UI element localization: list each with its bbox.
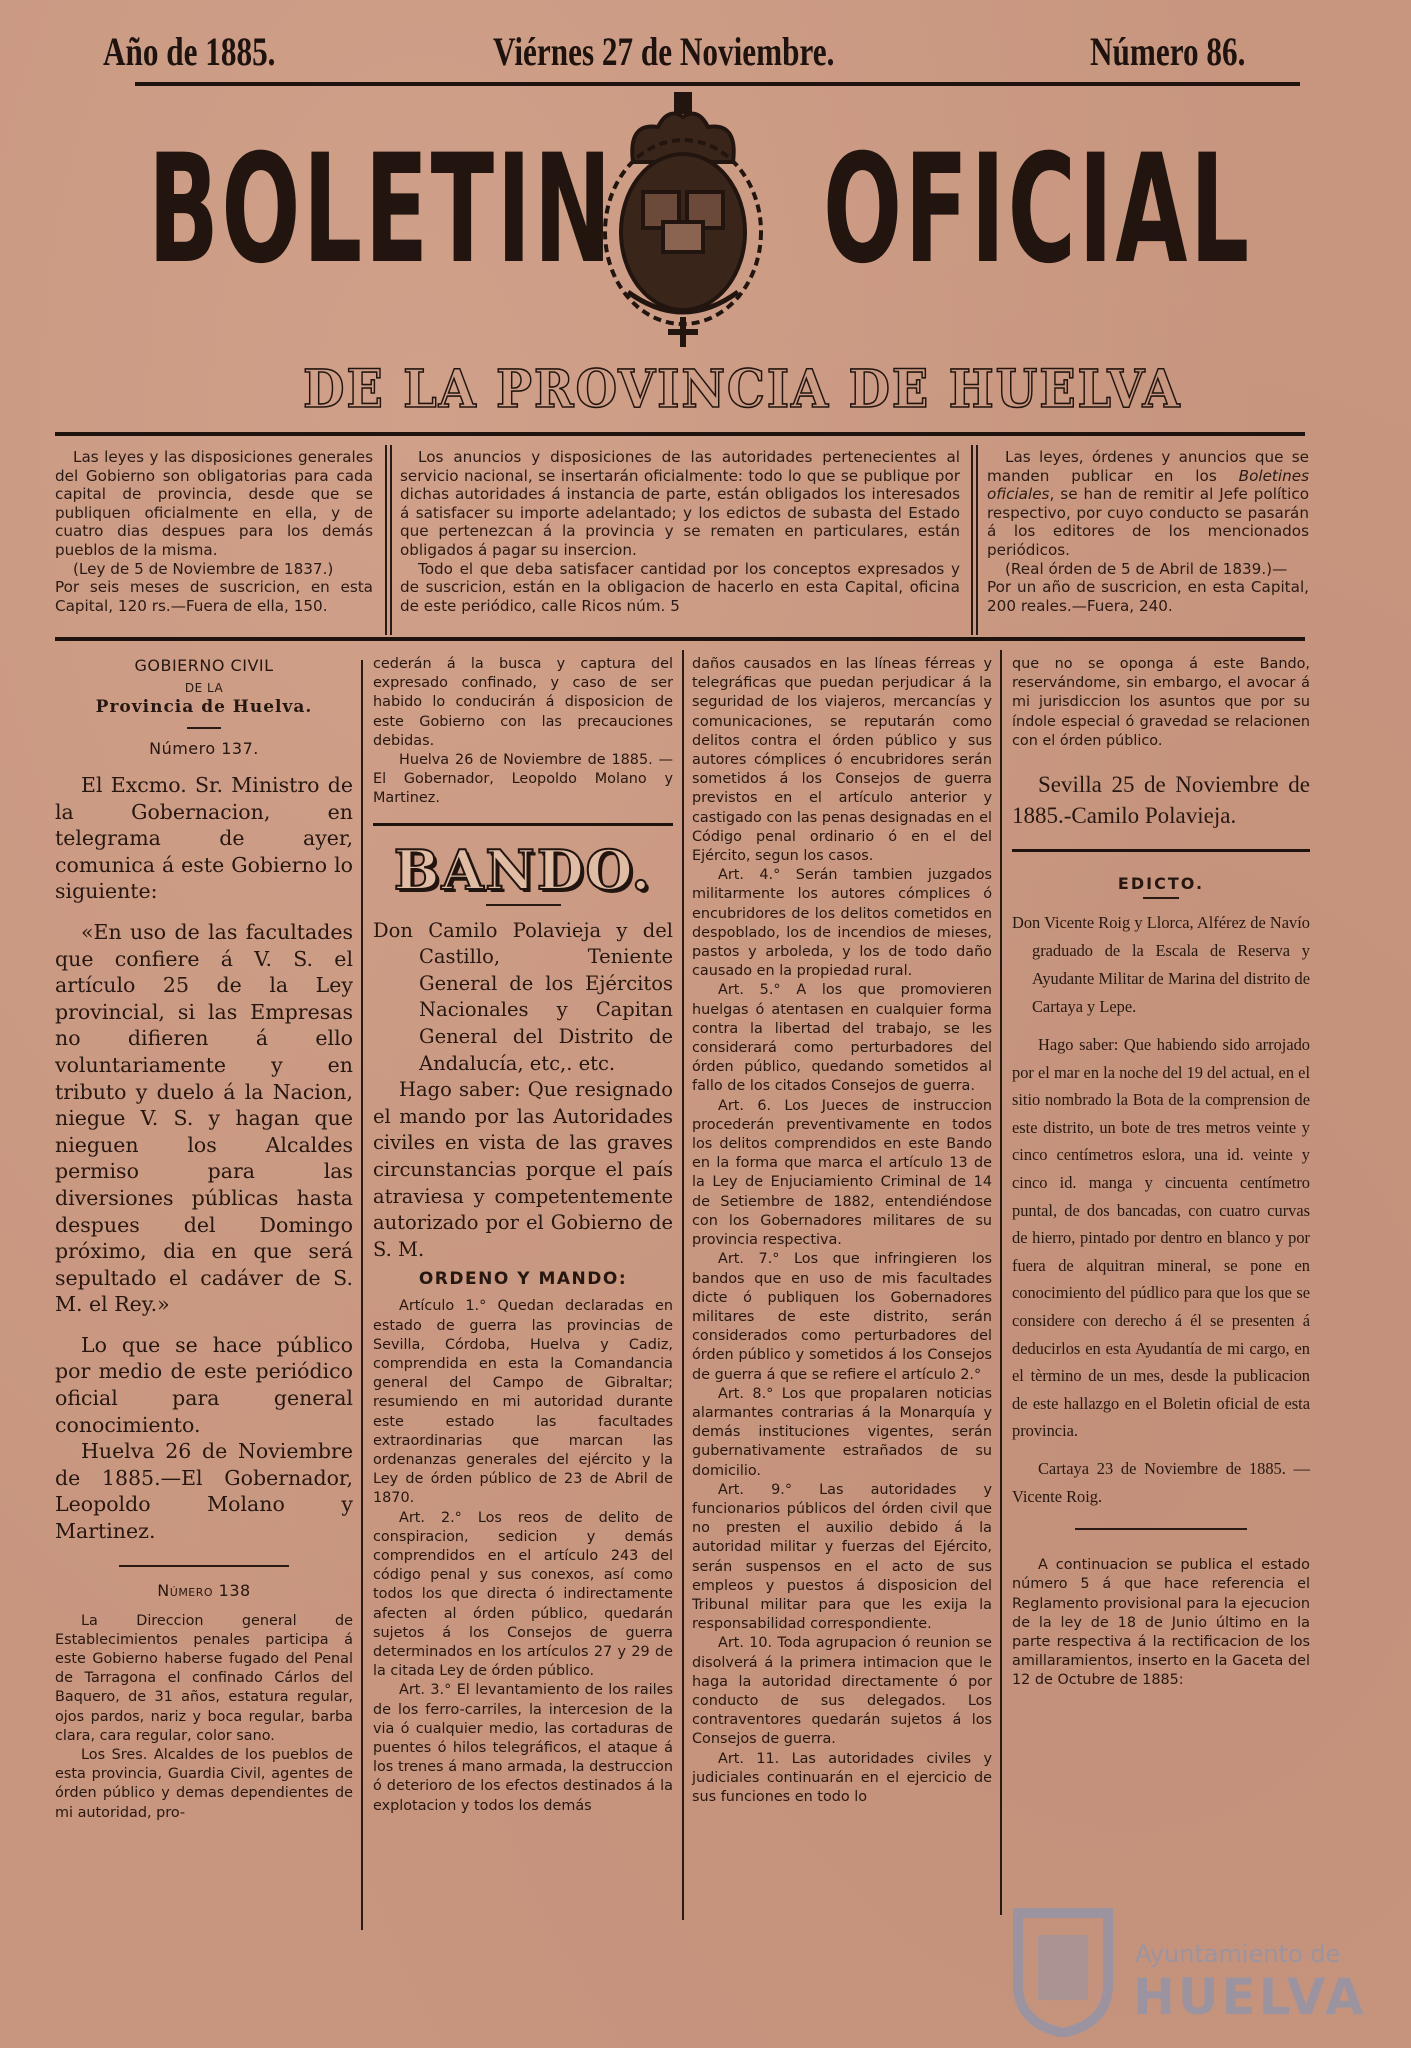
col2-signature: Huelva 26 de Noviembre de 1885. —El Gobernador, Leopoldo Molano y Martinez. xyxy=(373,752,673,807)
column-1 xyxy=(55,656,353,1823)
notice-bottom-rule xyxy=(55,637,1305,641)
article: Art. 7.° Los que infringieren los bandos que en uso de mis facultades dicte ó publiquen los Gobernadores militares de este distrito, serán considerados como perturbadores del órden público y sometidos á los Consejos de guerra á que se refiere el artículo 2.° xyxy=(692,1251,992,1383)
issue-date: Viérnes 27 de Noviembre. xyxy=(493,29,835,74)
watermark-line2: HUELVA xyxy=(1133,1968,1367,2026)
column-4 xyxy=(1012,655,1310,1691)
col4-paragraph: que no se oponga á este Bando, reservándome, sin embargo, el avocar á mi jurisdiccion los asuntos que por su índole especial ó gravedad se relacionen con el órden público. xyxy=(1012,656,1310,749)
article: daños causados en las líneas férreas y telegráficas que puedan perjudicar á la seguridad de los viajeros, mercancías y comunicaciones, se reputarán como delitos contra el órden público y sus autores cómplices ó encubridores serán sometidos á los Consejos de guerra previstos en el artículo anterior y castigado con las penas designadas en el Código penal ordinario ó en el del Ejército, segun los casos. xyxy=(692,656,992,865)
section-rule xyxy=(1012,849,1310,852)
watermark-line1: Ayuntamiento de xyxy=(1135,1940,1341,1968)
short-rule xyxy=(1143,897,1179,899)
divider xyxy=(390,445,392,635)
column-divider xyxy=(1000,650,1002,1915)
ornament-rule xyxy=(486,904,561,906)
notice-right xyxy=(987,448,1309,615)
article: Art. 8.° Los que propalaren noticias alarmantes contrarias á la Monarquía y demás instituciones vigentes, serán gubernativamente estrañados de su domicilio. xyxy=(692,1385,992,1479)
col2-bando-text: Hago saber: Que resignado el mando por las Autoridades civiles en vista de las graves circunstancias porque el país atraviesa y competentemente autorizado por el Gobierno de S. M. xyxy=(373,1078,673,1261)
masthead-bottom-rule xyxy=(55,432,1305,436)
issue-year: Año de 1885. xyxy=(103,29,276,74)
masthead-top-rule xyxy=(135,82,1300,86)
edicto-signature: Cartaya 23 de Noviembre de 1885. —Vicente Roig. xyxy=(1012,1458,1310,1506)
notice-center xyxy=(400,448,960,615)
number-138: Número 138 xyxy=(157,1580,251,1600)
article: Art. 2.° Los reos de delito de conspiracion, sedicion y demás comprendidos en el artículo 243 del código penal y sus conexos, así como todos los que directa ó indirectamente afecten al órden público, quedarán sujetos á los Consejos de guerra determinados en los artículos 27 y 29 de la citada Ley de órden público. xyxy=(373,1509,673,1680)
notice-left xyxy=(55,448,373,615)
notice-right-order: (Real órden de 5 de Abril de 1839.)— xyxy=(1005,559,1288,578)
article: Art. 5.° A los que promovieren huelgas ó atentasen en cualquier forma contra la libertad del trabajo, se les considerará como perturbadores del órden público, quedando sometidos al fallo de los citados Consejos de guerra. xyxy=(692,982,992,1095)
article: Art. 10. Toda agrupacion ó reunion se disolverá á la primera intimacion que le haga la autoridad directamente ó por conducto de sus delegados. Los contraventores quedarán sujetos á los Consejos de guerra. xyxy=(692,1635,992,1748)
number-137: Número 137. xyxy=(149,739,259,758)
article: Art. 11. Las autoridades civiles y judiciales continuarán en el ejercicio de sus funciones en todo lo xyxy=(692,1750,992,1805)
col1-paragraph: La Direccion general de Establecimientos penales participa á este Gobierno haberse fugado del Penal de Tarragona el confinado Cárlos del Baquero, de 31 años, estatura regular, ojos pardos, nariz y boca regular, barba clara, cara regular, color sano. xyxy=(55,1612,353,1744)
notice-right-text-italic: Boletines oficiales xyxy=(987,466,1309,504)
article: Artículo 1.° Quedan declaradas en estado de guerra las provincias de Sevilla, Córdoba, Huelva y Cadiz, comprendida en esta la Comandancia general del Campo de Gibraltar; resumiendo en mi autoridad durante este estado las facultades extraordinarias que marcan las ordenanzas generales del ejército y la Ley de órden público de 23 de Abril de 1870. xyxy=(373,1298,673,1507)
section-header-de-la: DE LA xyxy=(184,681,224,695)
col1-paragraph: Los Sres. Alcaldes de los pueblos de esta provincia, Guardia Civil, agentes de órden público y demas dependientes de mi autoridad, pro- xyxy=(55,1747,353,1821)
section-header-gobierno-civil: GOBIERNO CIVIL xyxy=(134,656,274,675)
subtitle: DE LA PROVINCIA DE HUELVA xyxy=(303,359,1182,420)
article: Art. 9.° Las autoridades y funcionarios públicos del órden civil que no presten el auxilio debido á la autoridad militar y fuerzas del Ejército, serán suspensos en el acto de sus empleos y puestos á disposicion del Tribunal militar para que les exija la responsabilidad correspondiente. xyxy=(692,1481,992,1633)
bando-signature: Sevilla 25 de Noviembre de 1885.-Camilo Polavieja. xyxy=(1012,772,1310,829)
title-boletin: BOLETIN xyxy=(148,123,614,297)
section-rule xyxy=(373,823,673,826)
notice-center-text2: Todo el que deba satisfacer cantidad por los conceptos expresados y de suscricion, están en la obligacion de hacerlo en esta Capital, oficina de este periódico, calle Ricos núm. 5 xyxy=(400,559,960,615)
column-2 xyxy=(373,655,673,1816)
col1-paragraph: El Excmo. Sr. Ministro de la Gobernacion, en telegrama de ayer, comunica á este Gobierno lo siguiente: xyxy=(55,773,353,904)
notice-center-text1: Los anuncios y disposiciones de las autoridades pertenecientes al servicio nacional, se insertarán oficialmente: todo lo que se publique por dichas autoridades á instancia de parte, están obligados los interesados á satisfacer su importe adelantado; y los edictos de subasta del Estado que pertenezcan á la provincia y se rematen en particulares, están obligados á pagar su insercion. xyxy=(400,448,960,559)
article: Art. 6. Los Jueces de instruccion procederán preventivamente en todos los delitos comprendidos en este Bando en la forma que marca el artículo 13 de la Ley de Enjuciamiento Criminal de 14 de Setiembre de 1882, entendiéndose con los Gobernadores militares de su provincia respectiva. xyxy=(692,1097,992,1249)
column-divider xyxy=(682,650,684,1920)
bando-heading: BANDO. xyxy=(393,837,653,902)
city-shield-icon xyxy=(1008,1905,1118,2037)
divider xyxy=(385,445,387,635)
short-rule xyxy=(1075,1528,1247,1530)
notice-left-text: Las leyes y las disposiciones generales del Gobierno son obligatorias para cada capital de provincia, desde que se publiquen oficialmente en ella, y de cuatro dias despues para los demás pueblos de la misma. xyxy=(55,448,373,559)
col2-paragraph: cederán á la busca y captura del expresado confinado, y caso de ser habido lo conducirán á disposicion de este Gobierno con las precauciones debidas. xyxy=(373,656,673,749)
title-oficial: OFICIAL xyxy=(823,123,1252,297)
col2-bando-intro: Don Camilo Polavieja y del Castillo, Teniente General de los Ejércitos Nacionales y Capitan General del Distrito de Andalucía, etc,. etc. xyxy=(373,918,673,1075)
notice-left-law: (Ley de 5 de Noviembre de 1837.) xyxy=(73,559,334,578)
section-header-provincia: Provincia de Huelva. xyxy=(95,697,313,717)
col1-paragraph: Lo que se hace público por medio de este periódico oficial para general conocimiento. xyxy=(55,1332,353,1437)
divider xyxy=(976,445,978,635)
column-divider xyxy=(361,660,363,1930)
notice-right-text-before: Las leyes, órdenes y anuncios que se manden publicar en los xyxy=(987,448,1309,485)
edicto-heading: EDICTO. xyxy=(1117,874,1205,894)
article: Art. 3.° El levantamiento de los railes de los ferro-carriles, la intercesion de la via ó cualquier medio, las cortaduras de puentes ó hilos telegráficos, el ataque á los trenes á mano armada, la destruccion ó deterioro de los efectos destinados á la explotacion y todos los demás xyxy=(373,1682,673,1814)
issue-number: Número 86. xyxy=(1090,29,1246,74)
divider xyxy=(971,445,973,635)
article: Art. 4.° Serán tambien juzgados militarmente los autores cómplices ó encubridores de los delitos cometidos en despoblado, los de incendios de mieses, pastos y arboleda, y los de todo daño causado en la propiedad rural. xyxy=(692,867,992,980)
notice-left-price: Por seis meses de suscricion, en esta Capital, 120 rs.—Fuera de ella, 150. xyxy=(55,578,373,615)
short-rule xyxy=(187,727,221,729)
column-3 xyxy=(692,655,992,1807)
col1-quote: «En uso de las facultades que confiere á V. S. el artículo 25 de la Ley provincial, si las Empresas no difieren á ello voluntariamente y en tributo y duelo á la Nacion, niegue V. S. y hagan que nieguen los Alcaldes permiso para las diversiones públicas hasta despues del Domingo próximo, dia en que será sepultado el cadáver de S. M. el Rey.» xyxy=(55,919,353,1317)
notice-right-text-after: , se han de remitir al Jefe político respectivo, por cuyo conducto se pasarán á los editores de los mencionados periódicos. xyxy=(987,485,1309,559)
notice-right-price: Por un año de suscricion, en esta Capital, 200 reales.—Fuera, 240. xyxy=(987,578,1309,615)
col4-paragraph: A continuacion se publica el estado número 5 á que hace referencia el Reglamento provisional para la ejecucion de la ley de 18 de Junio último en la parte respectiva á la rectificacion de los amillaramientos, inserto en la Gaceta del 12 de Octubre de 1885: xyxy=(1012,1557,1310,1689)
edicto-intro: Don Vicente Roig y Llorca, Alférez de Navío graduado de la Escala de Reserva y Ayudante Militar de Marina del distrito de Cartaya y Lepe. xyxy=(1012,913,1310,1017)
short-rule xyxy=(119,1565,289,1567)
royal-coat-of-arms-icon xyxy=(588,92,778,352)
ordeno-y-mando-heading: ORDENO Y MANDO: xyxy=(418,1269,628,1290)
edicto-text: Hago saber: Que habiendo sido arrojado por el mar en la noche del 19 del actual, en el sitio nombrado la Bota de la comprension de este distrito, un bote de tres metros veinte y cinco centímetros eslora, una id. veinte y cinco id. manga y cincuenta centímetro puntal, de dos bancadas, con cuatro curvas de hierro, pintado por dentro en blanco y por fuera de alquitran mineral, se pone en conocimiento del púdlico para que los que se considere con derecho á él se presenten á deducirlos en esta Ayudantía de mi cargo, en el tèrmino de un mes, desde la publicacion de este hallazgo en el Boletin oficial de esta provincia. xyxy=(1012,1035,1310,1441)
col1-signature: Huelva 26 de Noviembre de 1885.—El Gobernador, Leopoldo Molano y Martinez. xyxy=(55,1439,353,1544)
